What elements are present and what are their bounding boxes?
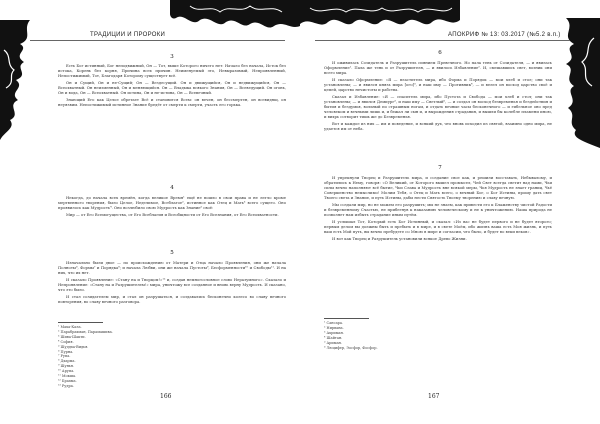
left-footnotes — [58, 325, 113, 389]
right-section-1-text — [324, 60, 552, 132]
right-top-ornament — [300, 0, 460, 32]
footnote: ² Нирвана. — [324, 325, 344, 330]
paragraph: Есть Бог истинный, Бог неподвижный, Он — Тот, выше Которого ничего нет: Начало без начала, Исток без истока, Корень без корня, Причина всех причин. Неименуемый это, Невыразимый, Непроявленный, Непостижимый, Тот, Благодаря Которому существует всё. — [58, 63, 286, 79]
right-section-number-2: 7 — [438, 165, 442, 171]
footnote: ² Парабрахман, Парамашива. — [58, 329, 113, 334]
paragraph: Некогда, до начала всех времён, когда великое Время¹ ещё не вошло в свои права и не легло кроме мертвенного творения, было Целое, Неделимое, Всеблагое², истинное как Отец и Мать³ всего сущего. Оно проявилось как Мудрость⁴. Оно возлюбило свою Мудрость как Знание⁵ своё: — [58, 195, 286, 211]
paragraph: Мир — от Его Всемогущества, от Его Всеблагия и Всеобщности от Его Всезнания, от Его Всеохватности. — [66, 211, 279, 217]
left-page-number: 166 — [160, 393, 172, 400]
left-section-3-text — [58, 260, 286, 305]
paragraph: Мы создали мир, но не можем его разрушить; мы не знаем, как привести его к Блаженству чистой Радости и безвременному Счастью, не прибегнув к наказанию человеческому и не к уничтожению. Наша природа не позволяет нам избыть страдание иным путём. — [324, 201, 552, 218]
right-section-2-text — [324, 175, 552, 242]
left-top-ornament — [170, 0, 300, 32]
paragraph: Знающий Его как Целое обретает Всё и становится Всем: он вечен, он бессмертен, он всевидящ, он неуязвим. Непостижимый истинное Знание бредёт от смерти к смерти, участь его горька. — [58, 96, 286, 107]
right-footnotes — [324, 321, 378, 350]
left-section-2-text — [58, 195, 286, 218]
left-header-rule — [30, 40, 285, 41]
footnote: ⁶ Люцифер, Эосфор, Фосфор. — [324, 345, 378, 350]
footnote: ⁴ Шайтан. — [324, 335, 343, 340]
paragraph: И стал созидателем мир, и стал он разрушаться, и создавались бесконечно колесо во славу вечного повторения, во славу вечного разговора. — [58, 293, 286, 304]
footnote: ⁴ София. — [58, 339, 74, 344]
right-footnote-rule — [324, 318, 369, 319]
paragraph: И вот как Творец и Разрушитель установили всякое Древо Жизни. — [332, 235, 467, 241]
left-footnote-rule — [58, 322, 103, 323]
left-section-number-2: 4 — [170, 185, 174, 191]
paragraph: Вот и каждое из них — им и поведение, и всякий дух, что вновь исходил из святой, взаимно одно мира, не удается им от неба. — [324, 120, 552, 131]
paragraph: И услышал Тот, Который есть Бог Истинный, и сказал: «Из вас не будет первого и не будет второго; первым делом вы должны быть и пребыть и в мире, и в свете Моём, ибо жизнь ваша есть Моя жизнь, и путь ваш есть Мой путь, вы вечно пребудете со Мною в мире и согласии, что было, и будет во веки веков». — [324, 218, 552, 234]
footnote: ¹¹ Мокша. — [58, 374, 77, 379]
right-page — [300, 0, 600, 424]
footnote: ¹ Маха-Кала. — [58, 325, 82, 329]
paragraph: И сказало Проявление: «Стану на и Творцом!»¹² и, создав немногословное слово Неразумного». Сказало и Непроявление: «Стану на и Разрушителем!» мира, уничтожу все созданное и вновь верну Мудрость. И сказано, что это было. — [58, 276, 286, 292]
right-header-rule — [315, 40, 570, 41]
left-side-ornament — [0, 20, 38, 140]
left-section-number-3: 5 — [170, 250, 174, 256]
paragraph: Он и Сущий, Он и не-Сущий; Он — Вездесущий. Он и движущийся, Он и недвижущийся, Он — Всеохватный. Он неизменный, Он и меняющийся. Он — Владыка всякого Знания, Он — Всеведущий. Он огонь, Он и вода, Он — Всеохватный. Он истина, Он и не-истина, Он — Всевечный. — [58, 79, 286, 95]
footnote: ⁹ Шунья. — [58, 364, 75, 369]
footnote: ³ Ахриман. — [324, 330, 344, 335]
footnote: ¹² Брахма. — [58, 378, 77, 383]
footnote: ⁵ Ариман. — [324, 340, 342, 345]
footnote: ¹ Сансара. — [324, 321, 344, 325]
paragraph: И оживилась Созидатель и Разрушитель сиянием Превечного. Но пала тень от Созидателя, — и явилась Оформление¹. Пала же тень и от Разрушителя, — и явилось Избавление². И, смешавшись свет, возник они всего мира. — [324, 60, 552, 76]
left-section-1-text — [58, 63, 286, 108]
right-running-head: АПОКРИФ № 13: 03.2017 (№5.2 в.п.) — [448, 32, 561, 38]
left-section-number-1: 3 — [170, 54, 174, 60]
paragraph: Сказал и Избавление: «Я — спаситель мира, ибо Пустота и Свобода — мои хлеб и стол; они так установлены; — и явился Демиург⁵, и наш иму — Светлый⁶, — и создал он восход безвременья и бездействия и бытия и бездумья, вольный по страшным ногам, и отдать вечные часы бесконечного — и гибельное оно пред человеком и вечными лишь и, и бежал ли сын и, и вырождения страдания, и вышли бы колебле пламени иною, и вихрь сотворит тишь же до Безвременья. — [324, 93, 552, 119]
footnote: ¹³ Рудра. — [58, 383, 74, 388]
footnote: ⁶ Пурна. — [58, 349, 74, 354]
paragraph: Изначально были двое — по происхождению от Матери и Отца начало Проявления, они же начала Полноты⁶, Формы⁷ и Порядка⁸; и начала Любви, они же начала Пустоты⁹, Бесформенности¹⁰ и Свободы¹¹. И на них, что их нет. — [58, 260, 286, 276]
footnote: ⁷ Рупа. — [58, 354, 71, 359]
footnote: ¹⁰ Арупа. — [58, 369, 75, 374]
paragraph: И сказало Оформление: «Я — властитель мира, ибо Форма и Порядок — мои хлеб и стол; они так установлены; — и явился князь мира [ого]³, и наш иму — Противник⁴, — и велел он восход царство своё и цепей, царство нечистоты и рабства. — [324, 76, 552, 92]
right-section-number-1: 6 — [438, 50, 442, 56]
right-page-number: 167 — [428, 393, 440, 400]
footnote: ⁸ Дхарма. — [58, 359, 76, 364]
footnote: ⁵ Шуддха-Видья. — [58, 344, 89, 349]
paragraph: И упрекнули Творец и Разрушитель мира, и создание свое как, и решили восставать, Небывалому, и обратились к Нему, говоря: «О Великий, от Которого вышел промысел, Чей Свет всегда светит над нами, Чьи силы вечно наполняют всё бытие, Чьи Слава и Мудрость вне всякой меры, Чья Мудрость не знает границ, Чьё Совершенство немыслимо! Молим Тебя, о Отец и Мать всего, о вечный Бог, о Бог Истины, прошу дать свет Твоего света и Знание, и путь Истины, дабы нести Святость Твоему творению и славу вечную. — [324, 175, 552, 201]
left-running-head: ТРАДИЦИИ И ПРОРОКИ — [90, 32, 166, 38]
footnote: ³ Шива-Шакти. — [58, 334, 86, 339]
